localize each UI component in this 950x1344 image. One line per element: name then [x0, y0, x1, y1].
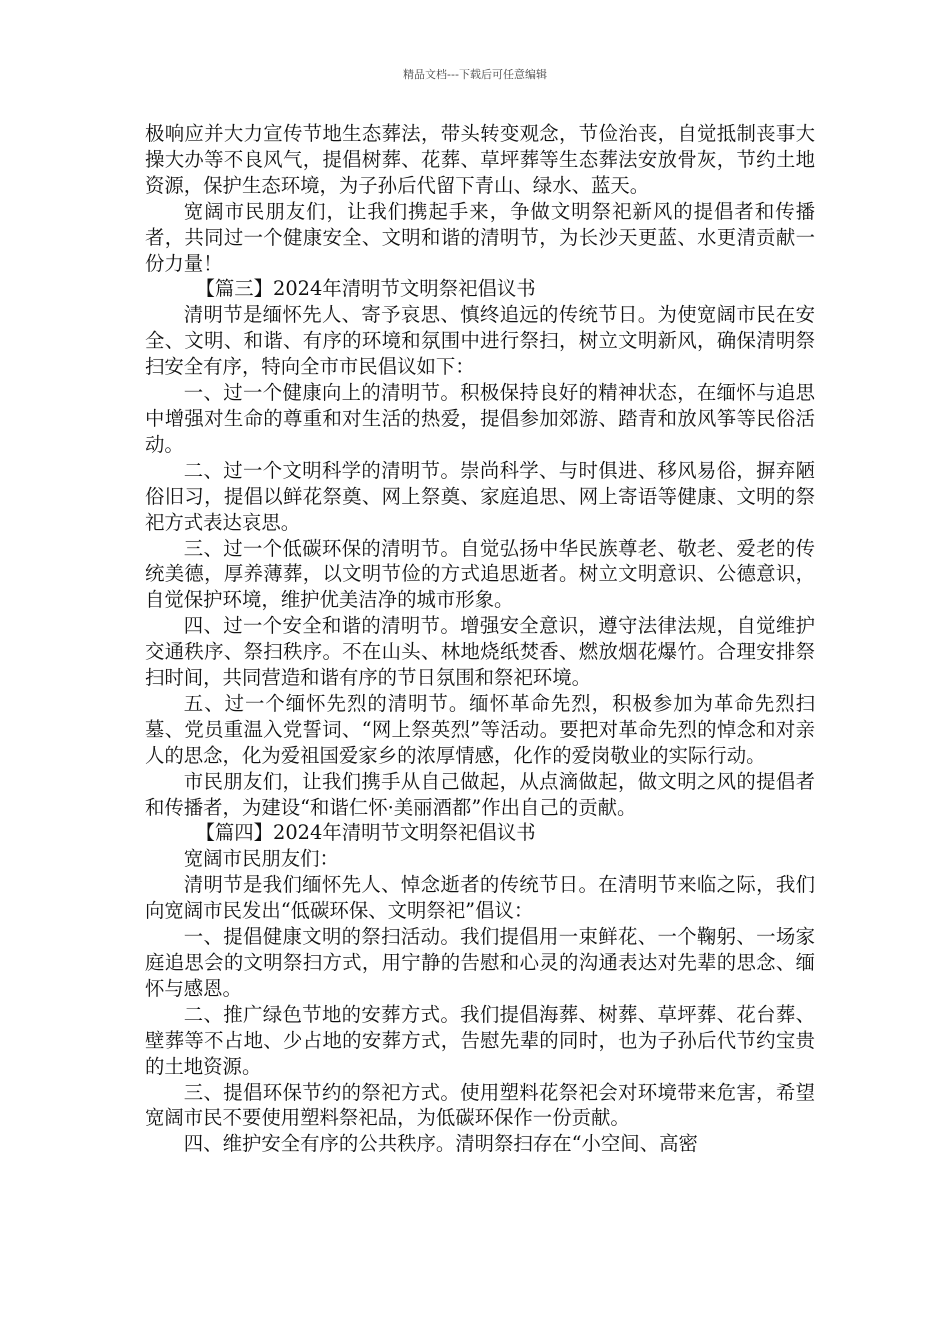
paragraph-intro-four: 清明节是我们缅怀先人、悼念逝者的传统节日。在清明节来临之际，我们向宽阔市民发出“低碳环保、文明祭祀”倡议： — [145, 873, 815, 923]
paragraph-intro: 清明节是缅怀先人、寄予哀思、慎终追远的传统节日。为使宽阔市民在安全、文明、和谐、有序的环境和氛围中进行祭扫，树立文明新风，确保清明祭扫安全有序，特向全市市民倡议如下： — [145, 303, 815, 379]
document-body — [145, 121, 815, 1157]
paragraph-four-item-1: 一、提倡健康文明的祭扫活动。我们提倡用一束鲜花、一个鞠躬、一场家庭追思会的文明祭扫方式，用宁静的告慰和心灵的沟通表达对先辈的思念、缅怀与感恩。 — [145, 925, 815, 1000]
page-header: 精品文档---下载后可任意编辑 — [403, 68, 547, 81]
section-heading-part-four: 【篇四】2024年清明节文明祭祀倡议书 — [195, 821, 536, 845]
paragraph-item-4: 四、过一个安全和谐的清明节。增强安全意识，遵守法律法规，自觉维护交通秩序、祭扫秩序。不在山头、林地烧纸焚香、燃放烟花爆竹。合理安排祭扫时间，共同营造和谐有序的节日氛围和祭祀环境。 — [145, 614, 815, 690]
paragraph-item-2: 二、过一个文明科学的清明节。崇尚科学、与时俱进、移风易俗，摒弃陋俗旧习，提倡以鲜花祭奠、网上祭奠、家庭追思、网上寄语等健康、文明的祭祀方式表达哀思。 — [145, 458, 815, 534]
paragraph-conclusion: 市民朋友们，让我们携手从自己做起，从点滴做起，做文明之风的提倡者和传播者，为建设“和谐仁怀·美丽酒都”作出自己的贡献。 — [145, 769, 815, 819]
paragraph-item-5: 五、过一个缅怀先烈的清明节。缅怀革命先烈，积极参加为革命先烈扫墓、党员重温入党誓词、“网上祭英烈”等活动。要把对革命先烈的悼念和对亲人的思念，化为爱祖国爱家乡的浓厚情感，化作的爱岗敬业的实际行动。 — [145, 691, 815, 767]
paragraph-salutation: 宽阔市民朋友们： — [183, 847, 339, 871]
paragraph-appeal-closing: 宽阔市民朋友们，让我们携起手来，争做文明祭祀新风的提倡者和传播者，共同过一个健康安全、文明和谐的清明节，为长沙天更蓝、水更清贡献一份力量！ — [145, 199, 815, 275]
paragraph-four-item-4: 四、维护安全有序的公共秩序。清明祭扫存在“小空间、高密 — [183, 1132, 698, 1156]
paragraph-continuation: 极响应并大力宣传节地生态葬法，带头转变观念，节俭治丧，自觉抵制丧事大操大办等不良风气，提倡树葬、花葬、草坪葬等生态葬法安放骨灰，节约土地资源，保护生态环境，为子孙后代留下青山、绿水、蓝天。 — [145, 122, 815, 197]
paragraph-item-1: 一、过一个健康向上的清明节。积极保持良好的精神状态，在缅怀与追思中增强对生命的尊重和对生活的热爱，提倡参加郊游、踏青和放风筝等民俗活动。 — [145, 381, 815, 456]
paragraph-four-item-2: 二、推广绿色节地的安葬方式。我们提倡海葬、树葬、草坪葬、花台葬、壁葬等不占地、少占地的安葬方式，告慰先辈的同时，也为子孙后代节约宝贵的土地资源。 — [145, 1002, 815, 1078]
paragraph-four-item-3: 三、提倡环保节约的祭祀方式。使用塑料花祭祀会对环境带来危害，希望宽阔市民不要使用塑料祭祀品，为低碳环保作一份贡献。 — [145, 1080, 815, 1130]
section-heading-part-three: 【篇三】2024年清明节文明祭祀倡议书 — [195, 277, 536, 301]
paragraph-item-3: 三、过一个低碳环保的清明节。自觉弘扬中华民族尊老、敬老、爱老的传统美德，厚养薄葬，以文明节俭的方式追思逝者。树立文明意识、公德意识，自觉保护环境，维护优美洁净的城市形象。 — [145, 536, 815, 612]
